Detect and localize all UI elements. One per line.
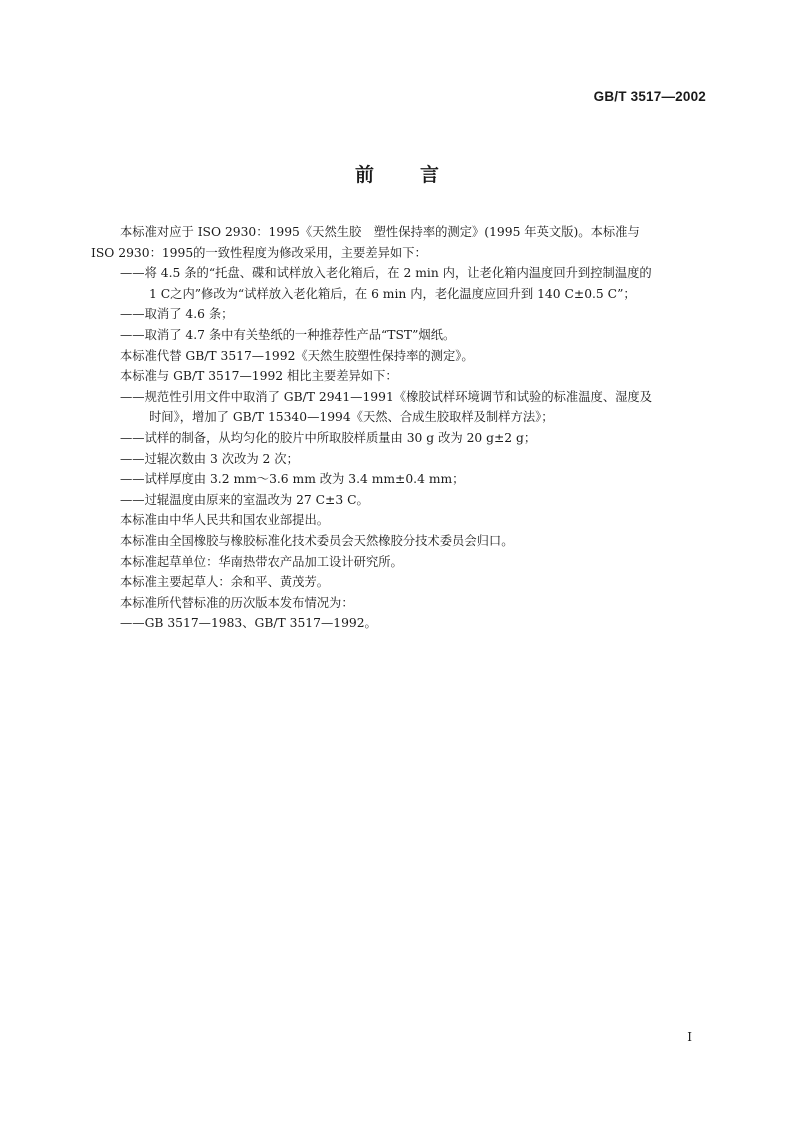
paragraph-drafting-unit: 本标准起草单位：华南热带农产品加工设计研究所。 — [120, 554, 403, 569]
difference-item-line2: 1 C之内”修改为“试样放入老化箱后，在 6 min 内，老化温度应回升到 140 C±0.5 C”； — [149, 286, 636, 301]
paragraph-comparison: 本标准与 GB/T 3517—1992 相比主要差异如下： — [120, 369, 398, 384]
difference-item-line1: ——将 4.5 条的“托盘、碟和试样放入老化箱后，在 2 min 内，让老化箱内温度回升到控制温度的 — [120, 266, 652, 281]
comparison-item: ——试样的制备，从均匀化的胶片中所取胶样质量由 30 g 改为 20 g±2 g； — [120, 430, 537, 445]
comparison-item: ——过辊温度由原来的室温改为 27 C±3 C。 — [120, 492, 369, 507]
page-title — [0, 160, 794, 187]
paragraph-proposer: 本标准由中华人民共和国农业部提出。 — [120, 513, 330, 528]
comparison-item: ——试样厚度由 3.2 mm～3.6 mm 改为 3.4 mm±0.4 mm； — [120, 472, 465, 487]
comparison-item: ——过辊次数由 3 次改为 2 次； — [120, 451, 299, 466]
paragraph-replaces: 本标准代替 GB/T 3517—1992《天然生胶塑性保持率的测定》。 — [120, 348, 474, 363]
paragraph-correspondence-line2: ISO 2930：1995的一致性程度为修改采用，主要差异如下： — [91, 245, 427, 260]
paragraph-correspondence-line1: 本标准对应于 ISO 2930：1995《天然生胶 塑性保持率的测定》(1995 年英文版)。本标准与 — [120, 225, 640, 239]
standard-code: GB/T 3517—2002 — [593, 89, 706, 104]
paragraph-committee: 本标准由全国橡胶与橡胶标准化技术委员会天然橡胶分技术委员会归口。 — [120, 533, 514, 548]
page-number: I — [687, 1030, 692, 1044]
preface-body — [91, 222, 707, 634]
comparison-item-line1: ——规范性引用文件中取消了 GB/T 2941—1991《橡胶试样环境调节和试验的标准温度、湿度及 — [120, 389, 653, 404]
history-item: ——GB 3517—1983、GB/T 3517—1992。 — [120, 616, 377, 631]
paragraph-history: 本标准所代替标准的历次版本发布情况为： — [120, 595, 354, 610]
paragraph-drafters: 本标准主要起草人：余和平、黄茂芳。 — [120, 575, 330, 590]
difference-item: ——取消了 4.7 条中有关垫纸的一种推荐性产品“TST”烟纸。 — [120, 327, 456, 342]
comparison-item-line2: 时间》，增加了 GB/T 15340—1994《天然、合成生胶取样及制样方法》； — [149, 410, 554, 425]
difference-item: ——取消了 4.6 条； — [120, 307, 234, 322]
title-char-2: 言 — [420, 164, 440, 186]
title-char-1: 前 — [354, 164, 374, 186]
